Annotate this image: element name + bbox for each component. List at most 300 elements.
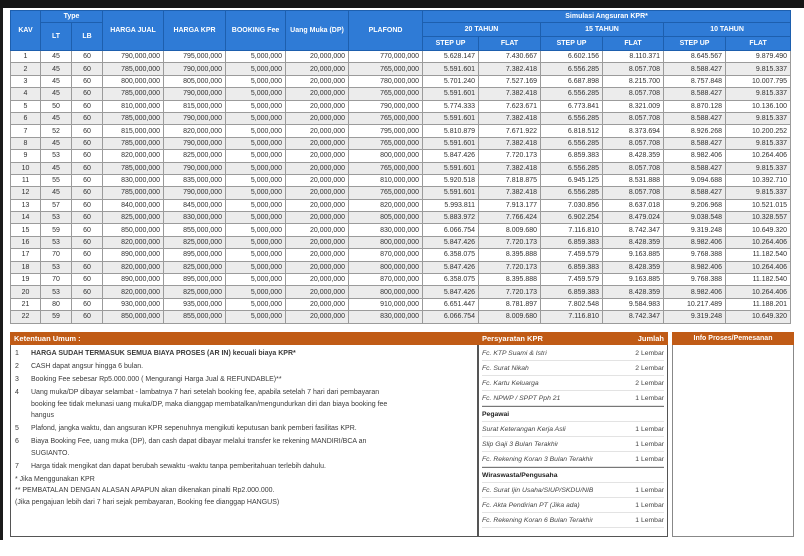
cell-lb: 60 (72, 298, 103, 310)
cell-lb: 60 (72, 100, 103, 112)
cell-10-step-up: 8.588.427 (664, 88, 726, 100)
cell-harga-jual: 850,000,000 (103, 311, 164, 323)
requirements-qty-column-label: Jumlah (637, 334, 664, 343)
requirement-qty: 1 Lembar (635, 501, 664, 509)
cell-harga-kpr: 830,000,000 (164, 212, 226, 224)
general-terms-panel (10, 332, 478, 537)
price-table (10, 10, 791, 324)
cell-10-flat: 9.815.337 (726, 137, 791, 149)
cell-10-step-up: 9.094.688 (664, 174, 726, 186)
requirement-label: Wiraswasta/Pengusaha (482, 471, 558, 479)
cell-booking-fee: 5,000,000 (226, 88, 286, 100)
cell-kav: 15 (11, 224, 41, 236)
col-header-booking-fee: BOOKING Fee (226, 11, 286, 51)
cell-lt: 53 (41, 261, 72, 273)
cell-uang-muka: 20,000,000 (286, 112, 349, 124)
cell-harga-kpr: 935,000,000 (164, 298, 226, 310)
requirement-label: Fc. Kartu Keluarga (482, 379, 539, 387)
cell-uang-muka: 20,000,000 (286, 236, 349, 248)
cell-20-flat: 7.382.418 (479, 88, 541, 100)
cell-15-flat: 8.742.347 (603, 224, 664, 236)
terms-panel-title: Ketentuan Umum : (10, 332, 478, 345)
requirement-qty: 1 Lembar (635, 486, 664, 494)
cell-lb: 60 (72, 249, 103, 261)
col-header-harga-jual: HARGA JUAL (103, 11, 164, 51)
table-row (11, 236, 791, 248)
cell-uang-muka: 20,000,000 (286, 63, 349, 75)
cell-20-flat: 7.720.173 (479, 150, 541, 162)
order-info-panel-title: Info Proses/Pemesanan (672, 332, 794, 345)
cell-20-flat: 7.720.173 (479, 261, 541, 273)
cell-harga-kpr: 805,000,000 (164, 75, 226, 87)
price-table-header (11, 11, 791, 51)
cell-kav: 21 (11, 298, 41, 310)
cell-harga-jual: 825,000,000 (103, 212, 164, 224)
col-header-type: Type (41, 11, 103, 23)
cell-15-step-up: 6.602.156 (541, 51, 603, 63)
term-text: Biaya Booking Fee, uang muka (DP), dan cash dapat dibayar melalui transfer ke rekening MANDIRI/BCA an SUGIANTO. (31, 438, 367, 457)
col-header-15-step-up: STEP UP (541, 37, 603, 51)
requirement-item (482, 361, 664, 376)
cell-20-step-up: 5.920.518 (423, 174, 479, 186)
cell-20-step-up: 5.774.333 (423, 100, 479, 112)
requirement-label: Slip Gaji 3 Bulan Terakhir (482, 440, 559, 448)
cell-harga-jual: 810,000,000 (103, 100, 164, 112)
cell-booking-fee: 5,000,000 (226, 311, 286, 323)
cell-20-step-up: 6.358.075 (423, 249, 479, 261)
cell-20-step-up: 5.847.426 (423, 150, 479, 162)
cell-booking-fee: 5,000,000 (226, 125, 286, 137)
table-row (11, 51, 791, 63)
cell-kav: 11 (11, 174, 41, 186)
cell-15-flat: 9.163.885 (603, 274, 664, 286)
cell-harga-kpr: 790,000,000 (164, 112, 226, 124)
cell-harga-kpr: 825,000,000 (164, 150, 226, 162)
cell-booking-fee: 5,000,000 (226, 187, 286, 199)
cell-lt: 45 (41, 187, 72, 199)
cell-uang-muka: 20,000,000 (286, 298, 349, 310)
cell-10-step-up: 8.588.427 (664, 187, 726, 199)
cell-15-flat: 8.057.708 (603, 137, 664, 149)
cell-harga-jual: 850,000,000 (103, 224, 164, 236)
cell-booking-fee: 5,000,000 (226, 298, 286, 310)
cell-plafond: 830,000,000 (349, 224, 423, 236)
cell-harga-jual: 785,000,000 (103, 162, 164, 174)
col-header-simulasi: Simulasi Angsuran KPR* (423, 11, 791, 23)
cell-plafond: 765,000,000 (349, 162, 423, 174)
cell-kav: 4 (11, 88, 41, 100)
cell-20-step-up: 6.358.075 (423, 274, 479, 286)
cell-10-step-up: 8.870.128 (664, 100, 726, 112)
cell-lb: 60 (72, 137, 103, 149)
cell-lb: 60 (72, 88, 103, 100)
cell-15-step-up: 7.459.579 (541, 274, 603, 286)
cell-15-step-up: 6.902.254 (541, 212, 603, 224)
requirement-label: Fc. Akta Pendirian PT (Jika ada) (482, 501, 580, 509)
cell-uang-muka: 20,000,000 (286, 212, 349, 224)
cell-plafond: 765,000,000 (349, 88, 423, 100)
cell-20-step-up: 5.628.147 (423, 51, 479, 63)
cell-booking-fee: 5,000,000 (226, 212, 286, 224)
requirements-list (478, 345, 668, 537)
cell-20-flat: 7.382.418 (479, 162, 541, 174)
term-item (13, 374, 471, 386)
cell-booking-fee: 5,000,000 (226, 224, 286, 236)
cell-10-step-up: 8.588.427 (664, 112, 726, 124)
cell-15-flat: 8.637.018 (603, 199, 664, 211)
cell-20-flat: 7.720.173 (479, 236, 541, 248)
cell-lt: 52 (41, 125, 72, 137)
cell-lb: 60 (72, 125, 103, 137)
cell-15-flat: 8.742.347 (603, 311, 664, 323)
cell-harga-kpr: 855,000,000 (164, 311, 226, 323)
cell-lb: 60 (72, 162, 103, 174)
cell-20-flat: 7.382.418 (479, 112, 541, 124)
cell-harga-jual: 890,000,000 (103, 274, 164, 286)
cell-lb: 60 (72, 311, 103, 323)
cell-harga-kpr: 825,000,000 (164, 236, 226, 248)
cell-20-flat: 8.009.680 (479, 311, 541, 323)
cell-booking-fee: 5,000,000 (226, 150, 286, 162)
cell-15-flat: 8.373.694 (603, 125, 664, 137)
requirements-panel-header (478, 332, 668, 345)
cell-plafond: 805,000,000 (349, 212, 423, 224)
requirement-qty: 1 Lembar (635, 394, 664, 402)
col-header-harga-kpr: HARGA KPR (164, 11, 226, 51)
cell-plafond: 765,000,000 (349, 137, 423, 149)
cell-harga-kpr: 790,000,000 (164, 187, 226, 199)
cell-harga-kpr: 845,000,000 (164, 199, 226, 211)
term-number: 4 (15, 389, 19, 396)
requirement-label: Fc. Surat Nikah (482, 364, 529, 372)
cell-20-step-up: 6.651.447 (423, 298, 479, 310)
cell-10-flat: 11.182.540 (726, 249, 791, 261)
cell-lb: 60 (72, 75, 103, 87)
cell-kav: 1 (11, 51, 41, 63)
cell-20-step-up: 5.591.601 (423, 162, 479, 174)
cell-10-step-up: 9.768.388 (664, 274, 726, 286)
col-header-lt: LT (41, 23, 72, 51)
cell-10-step-up: 8.982.406 (664, 286, 726, 298)
cell-kav: 18 (11, 261, 41, 273)
table-row (11, 224, 791, 236)
requirement-qty: 2 Lembar (635, 349, 664, 357)
cell-uang-muka: 20,000,000 (286, 51, 349, 63)
term-text: Harga tidak mengikat dan dapat berubah sewaktu -waktu tanpa pemberitahuan terlebih dahulu. (31, 462, 326, 470)
terms-list (10, 345, 478, 537)
terms-footnote: ** PEMBATALAN DENGAN ALASAN APAPUN akan dikenakan pinalti Rp2.000.000. (15, 487, 275, 494)
cell-20-step-up: 6.066.754 (423, 224, 479, 236)
cell-15-step-up: 6.556.285 (541, 63, 603, 75)
cell-lb: 60 (72, 212, 103, 224)
cell-booking-fee: 5,000,000 (226, 236, 286, 248)
cell-15-step-up: 6.556.285 (541, 137, 603, 149)
cell-20-flat: 7.382.418 (479, 63, 541, 75)
cell-15-step-up: 6.556.285 (541, 112, 603, 124)
cell-kav: 10 (11, 162, 41, 174)
cell-15-flat: 8.321.009 (603, 100, 664, 112)
cell-harga-jual: 785,000,000 (103, 187, 164, 199)
cell-harga-jual: 785,000,000 (103, 63, 164, 75)
cell-booking-fee: 5,000,000 (226, 63, 286, 75)
table-row (11, 187, 791, 199)
cell-kav: 20 (11, 286, 41, 298)
cell-20-flat: 8.395.888 (479, 274, 541, 286)
cell-booking-fee: 5,000,000 (226, 51, 286, 63)
cell-10-flat: 9.815.337 (726, 88, 791, 100)
cell-plafond: 870,000,000 (349, 274, 423, 286)
term-number: 7 (15, 462, 19, 470)
cell-10-step-up: 8.588.427 (664, 162, 726, 174)
cell-15-flat: 8.057.708 (603, 88, 664, 100)
cell-kav: 22 (11, 311, 41, 323)
cell-10-step-up: 10.217.489 (664, 298, 726, 310)
term-item (13, 423, 471, 435)
cell-lb: 60 (72, 224, 103, 236)
cell-10-flat: 10.264.406 (726, 286, 791, 298)
cell-plafond: 800,000,000 (349, 286, 423, 298)
cell-uang-muka: 20,000,000 (286, 249, 349, 261)
cell-harga-jual: 930,000,000 (103, 298, 164, 310)
cell-20-flat: 7.671.922 (479, 125, 541, 137)
cell-harga-jual: 840,000,000 (103, 199, 164, 211)
term-number: 3 (15, 376, 19, 383)
cell-10-step-up: 9.206.968 (664, 199, 726, 211)
requirement-label: Fc. Rekening Koran 6 Bulan Terakhir (482, 516, 594, 524)
cell-20-flat: 7.913.177 (479, 199, 541, 211)
cell-20-step-up: 6.066.754 (423, 311, 479, 323)
cell-15-step-up: 6.945.125 (541, 174, 603, 186)
cell-15-flat: 8.057.708 (603, 112, 664, 124)
cell-10-step-up: 8.588.427 (664, 63, 726, 75)
cell-uang-muka: 20,000,000 (286, 261, 349, 273)
cell-20-step-up: 5.883.972 (423, 212, 479, 224)
cell-lt: 50 (41, 100, 72, 112)
cell-15-flat: 8.531.888 (603, 174, 664, 186)
table-row (11, 137, 791, 149)
cell-lb: 60 (72, 51, 103, 63)
cell-20-step-up: 5.847.426 (423, 261, 479, 273)
cell-plafond: 795,000,000 (349, 125, 423, 137)
cell-lt: 59 (41, 224, 72, 236)
cell-kav: 9 (11, 150, 41, 162)
cell-uang-muka: 20,000,000 (286, 88, 349, 100)
cell-lt: 57 (41, 199, 72, 211)
cell-harga-jual: 815,000,000 (103, 125, 164, 137)
cell-uang-muka: 20,000,000 (286, 137, 349, 149)
table-row (11, 298, 791, 310)
requirement-item (482, 513, 664, 528)
left-edge-bar (0, 8, 3, 540)
cell-lt: 45 (41, 51, 72, 63)
cell-lt: 70 (41, 274, 72, 286)
requirement-item (482, 346, 664, 361)
order-info-empty-area (672, 345, 794, 537)
cell-booking-fee: 5,000,000 (226, 100, 286, 112)
cell-10-step-up: 8.982.406 (664, 150, 726, 162)
cell-15-step-up: 6.556.285 (541, 162, 603, 174)
cell-15-step-up: 7.116.810 (541, 224, 603, 236)
cell-15-step-up: 6.556.285 (541, 187, 603, 199)
table-row (11, 249, 791, 261)
col-header-20-step-up: STEP UP (423, 37, 479, 51)
cell-harga-jual: 820,000,000 (103, 261, 164, 273)
requirement-section-header (482, 467, 664, 483)
cell-10-step-up: 8.926.268 (664, 125, 726, 137)
cell-10-step-up: 9.319.248 (664, 224, 726, 236)
cell-lt: 55 (41, 174, 72, 186)
table-row (11, 88, 791, 100)
cell-uang-muka: 20,000,000 (286, 100, 349, 112)
requirement-item (482, 483, 664, 498)
cell-20-flat: 7.382.418 (479, 187, 541, 199)
col-header-15-flat: FLAT (603, 37, 664, 51)
table-row (11, 150, 791, 162)
cell-15-flat: 9.584.983 (603, 298, 664, 310)
cell-15-flat: 8.428.359 (603, 261, 664, 273)
requirement-item (482, 376, 664, 391)
requirements-panel-title: Persyaratan KPR (482, 334, 543, 343)
col-header-10-step-up: STEP UP (664, 37, 726, 51)
cell-lt: 70 (41, 249, 72, 261)
cell-plafond: 770,000,000 (349, 51, 423, 63)
kpr-requirements-panel (478, 332, 668, 537)
cell-15-flat: 8.057.708 (603, 187, 664, 199)
term-item (13, 348, 471, 360)
requirement-qty: 1 Lembar (635, 455, 664, 463)
cell-15-step-up: 6.687.898 (541, 75, 603, 87)
cell-10-flat: 10.521.015 (726, 199, 791, 211)
cell-lb: 60 (72, 63, 103, 75)
cell-20-step-up: 5.591.601 (423, 63, 479, 75)
cell-harga-jual: 800,000,000 (103, 75, 164, 87)
cell-10-step-up: 8.982.406 (664, 236, 726, 248)
cell-harga-kpr: 895,000,000 (164, 249, 226, 261)
cell-kav: 8 (11, 137, 41, 149)
cell-15-step-up: 6.773.841 (541, 100, 603, 112)
cell-10-flat: 9.815.337 (726, 187, 791, 199)
cell-lb: 60 (72, 261, 103, 273)
cell-10-step-up: 8.588.427 (664, 137, 726, 149)
cell-uang-muka: 20,000,000 (286, 162, 349, 174)
cell-10-step-up: 9.768.388 (664, 249, 726, 261)
cell-lt: 53 (41, 286, 72, 298)
cell-10-flat: 10.264.406 (726, 150, 791, 162)
cell-10-flat: 10.392.710 (726, 174, 791, 186)
cell-harga-jual: 820,000,000 (103, 286, 164, 298)
cell-lt: 45 (41, 63, 72, 75)
cell-booking-fee: 5,000,000 (226, 274, 286, 286)
cell-kav: 19 (11, 274, 41, 286)
cell-20-flat: 8.395.888 (479, 249, 541, 261)
cell-harga-jual: 785,000,000 (103, 88, 164, 100)
requirement-qty: 1 Lembar (635, 516, 664, 524)
cell-booking-fee: 5,000,000 (226, 286, 286, 298)
table-row (11, 100, 791, 112)
col-header-plafond: PLAFOND (349, 11, 423, 51)
cell-15-step-up: 6.818.512 (541, 125, 603, 137)
term-number: 2 (15, 363, 19, 370)
cell-10-flat: 10.649.320 (726, 311, 791, 323)
cell-10-flat: 10.264.406 (726, 261, 791, 273)
cell-plafond: 910,000,000 (349, 298, 423, 310)
cell-lt: 45 (41, 162, 72, 174)
term-item (13, 361, 471, 373)
cell-10-flat: 11.188.201 (726, 298, 791, 310)
cell-plafond: 810,000,000 (349, 174, 423, 186)
cell-harga-jual: 820,000,000 (103, 236, 164, 248)
requirement-item (482, 422, 664, 437)
cell-harga-kpr: 820,000,000 (164, 125, 226, 137)
requirement-label: Fc. NPWP / SPPT Pph 21 (482, 394, 561, 402)
table-row (11, 112, 791, 124)
cell-15-step-up: 6.859.383 (541, 261, 603, 273)
cell-plafond: 765,000,000 (349, 187, 423, 199)
cell-10-flat: 9.815.337 (726, 63, 791, 75)
cell-20-flat: 8.781.897 (479, 298, 541, 310)
cell-15-step-up: 7.030.856 (541, 199, 603, 211)
cell-10-flat: 10.264.406 (726, 236, 791, 248)
cell-20-flat: 7.430.667 (479, 51, 541, 63)
cell-15-step-up: 7.802.548 (541, 298, 603, 310)
cell-plafond: 765,000,000 (349, 112, 423, 124)
cell-uang-muka: 20,000,000 (286, 274, 349, 286)
cell-booking-fee: 5,000,000 (226, 137, 286, 149)
cell-10-flat: 10.200.252 (726, 125, 791, 137)
cell-harga-kpr: 795,000,000 (164, 51, 226, 63)
cell-kav: 14 (11, 212, 41, 224)
cell-harga-jual: 820,000,000 (103, 150, 164, 162)
cell-booking-fee: 5,000,000 (226, 249, 286, 261)
cell-20-step-up: 5.591.601 (423, 187, 479, 199)
cell-plafond: 790,000,000 (349, 100, 423, 112)
cell-15-flat: 8.057.708 (603, 162, 664, 174)
cell-15-step-up: 6.556.285 (541, 88, 603, 100)
requirement-item (482, 452, 664, 467)
cell-20-flat: 7.720.173 (479, 286, 541, 298)
cell-lb: 60 (72, 274, 103, 286)
cell-lb: 60 (72, 174, 103, 186)
cell-20-step-up: 5.810.879 (423, 125, 479, 137)
cell-20-flat: 8.009.680 (479, 224, 541, 236)
cell-20-flat: 7.818.875 (479, 174, 541, 186)
cell-harga-kpr: 790,000,000 (164, 162, 226, 174)
col-header-10-tahun: 10 TAHUN (664, 23, 791, 37)
cell-kav: 16 (11, 236, 41, 248)
table-row (11, 261, 791, 273)
cell-20-step-up: 5.591.601 (423, 137, 479, 149)
cell-harga-kpr: 825,000,000 (164, 261, 226, 273)
cell-harga-kpr: 815,000,000 (164, 100, 226, 112)
cell-20-flat: 7.527.169 (479, 75, 541, 87)
cell-lb: 60 (72, 236, 103, 248)
col-header-lb: LB (72, 23, 103, 51)
requirement-qty: 1 Lembar (635, 440, 664, 448)
cell-10-flat: 11.182.540 (726, 274, 791, 286)
col-header-kav: KAV (11, 11, 41, 51)
cell-15-step-up: 7.459.579 (541, 249, 603, 261)
cell-harga-kpr: 825,000,000 (164, 286, 226, 298)
cell-plafond: 830,000,000 (349, 311, 423, 323)
cell-15-step-up: 6.859.383 (541, 286, 603, 298)
cell-uang-muka: 20,000,000 (286, 150, 349, 162)
requirement-item (482, 498, 664, 513)
cell-uang-muka: 20,000,000 (286, 224, 349, 236)
cell-10-step-up: 8.757.848 (664, 75, 726, 87)
cell-lb: 60 (72, 199, 103, 211)
cell-lt: 59 (41, 311, 72, 323)
term-text: Booking Fee sebesar Rp5.000.000 ( Mengurangi Harga Jual & REFUNDABLE)** (31, 376, 282, 383)
